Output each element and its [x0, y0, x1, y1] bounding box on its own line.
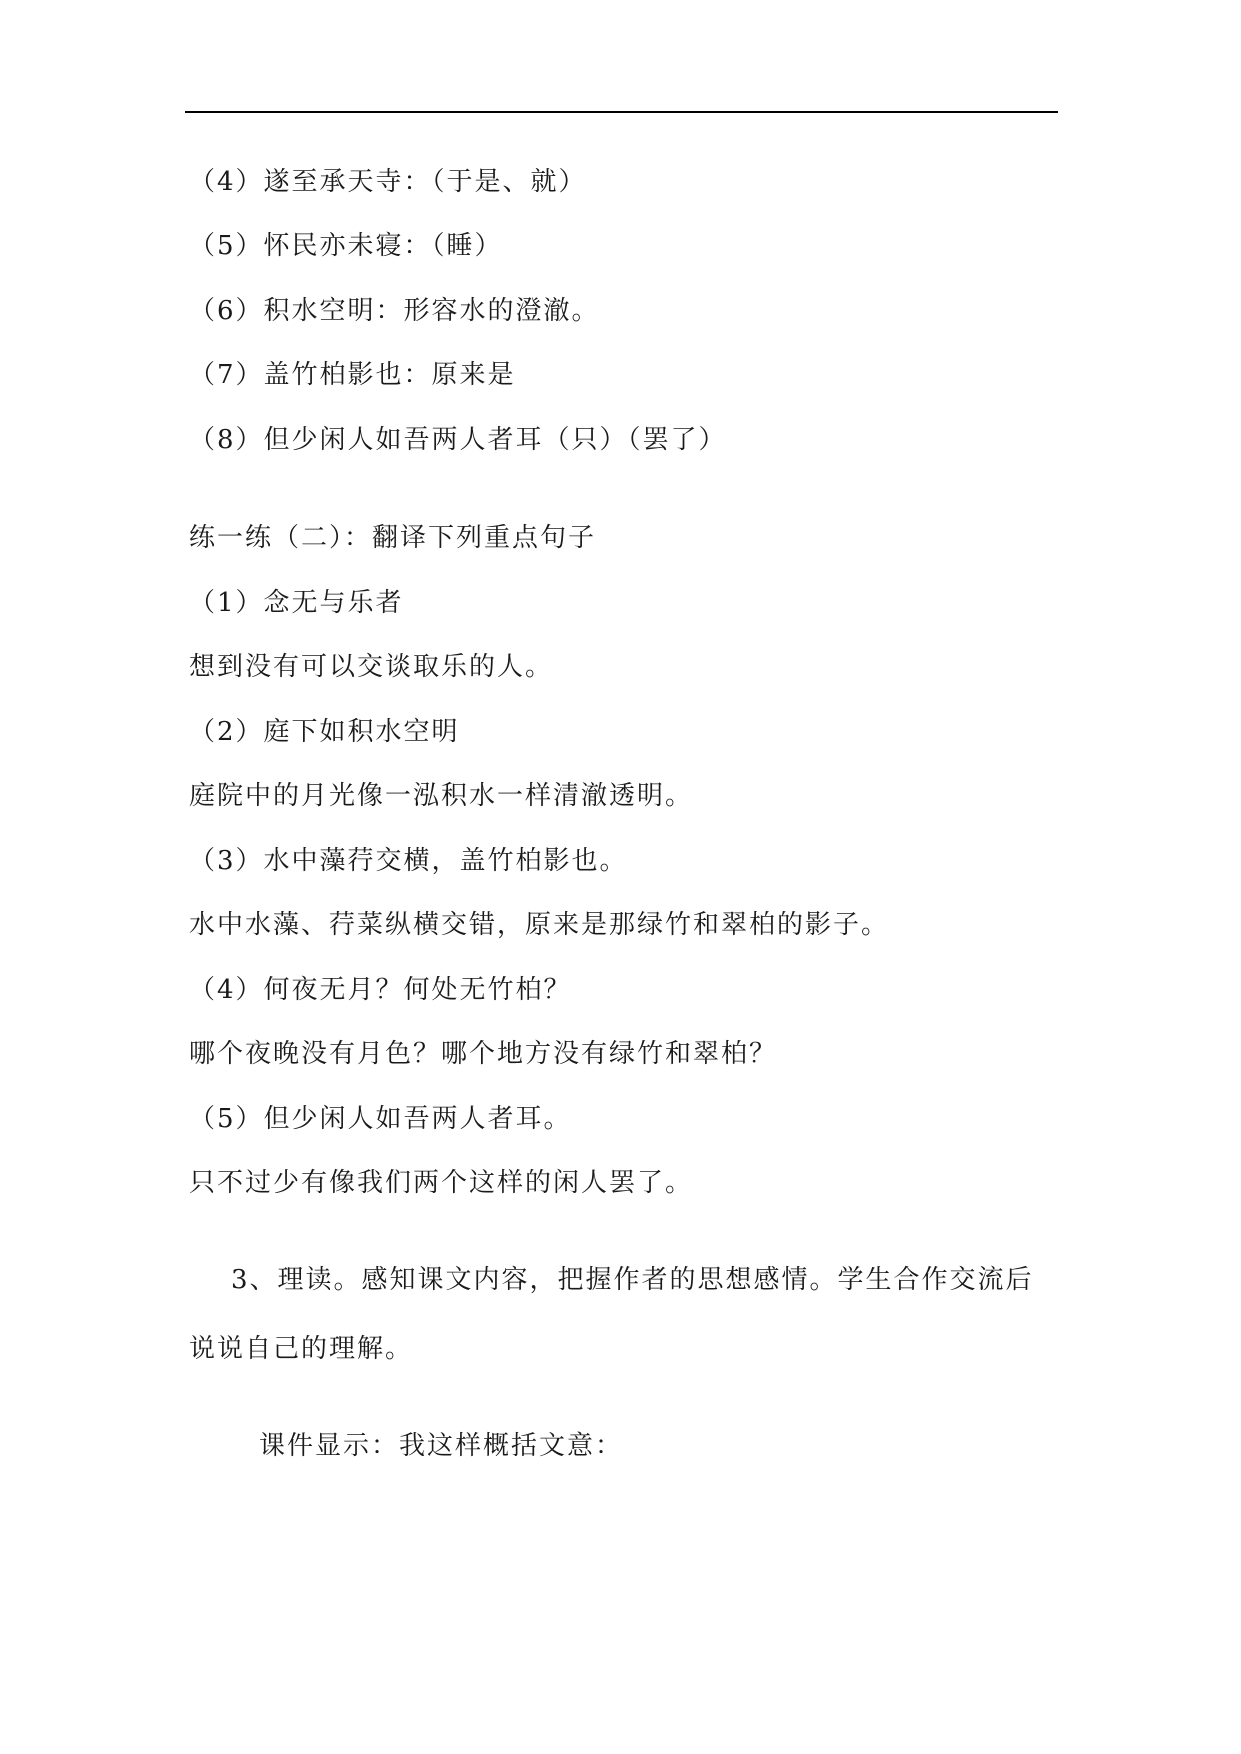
exercise-translation-5: 只不过少有像我们两个这样的闲人罢了。	[189, 1168, 694, 1198]
note-7: （7）盖竹柏影也：原来是	[189, 360, 516, 390]
note-6: （6）积水空明：形容水的澄澈。	[189, 296, 600, 326]
exercise-sentence-2: （2）庭下如积水空明	[189, 717, 460, 747]
exercise-sentence-5: （5）但少闲人如吾两人者耳。	[189, 1104, 572, 1134]
step3-line1: 3、理读。感知课文内容，把握作者的思想感情。学生合作交流后	[231, 1265, 1034, 1295]
exercise-sentence-3: （3）水中藻荇交横，盖竹柏影也。	[189, 846, 628, 876]
courseware-note: 课件显示：我这样概括文意：	[259, 1431, 624, 1461]
exercise-translation-4: 哪个夜晚没有月色？哪个地方没有绿竹和翠柏？	[189, 1039, 778, 1069]
step3-line2: 说说自己的理解。	[189, 1334, 414, 1364]
note-4: （4）遂至承天寺：（于是、就）	[189, 167, 587, 197]
exercise-translation-1: 想到没有可以交谈取乐的人。	[189, 652, 554, 682]
exercise-translation-3: 水中水藻、荇菜纵横交错，原来是那绿竹和翠柏的影子。	[189, 910, 890, 940]
exercise-heading: 练一练（二）：翻译下列重点句子	[189, 523, 597, 553]
header-rule	[185, 111, 1058, 113]
exercise-sentence-4: （4）何夜无月？何处无竹柏？	[189, 975, 572, 1005]
note-5: （5）怀民亦未寝：（睡）	[189, 231, 503, 261]
exercise-translation-2: 庭院中的月光像一泓积水一样清澈透明。	[189, 781, 694, 811]
note-8: （8）但少闲人如吾两人者耳（只）（罢了）	[189, 425, 727, 455]
exercise-sentence-1: （1）念无与乐者	[189, 588, 404, 618]
